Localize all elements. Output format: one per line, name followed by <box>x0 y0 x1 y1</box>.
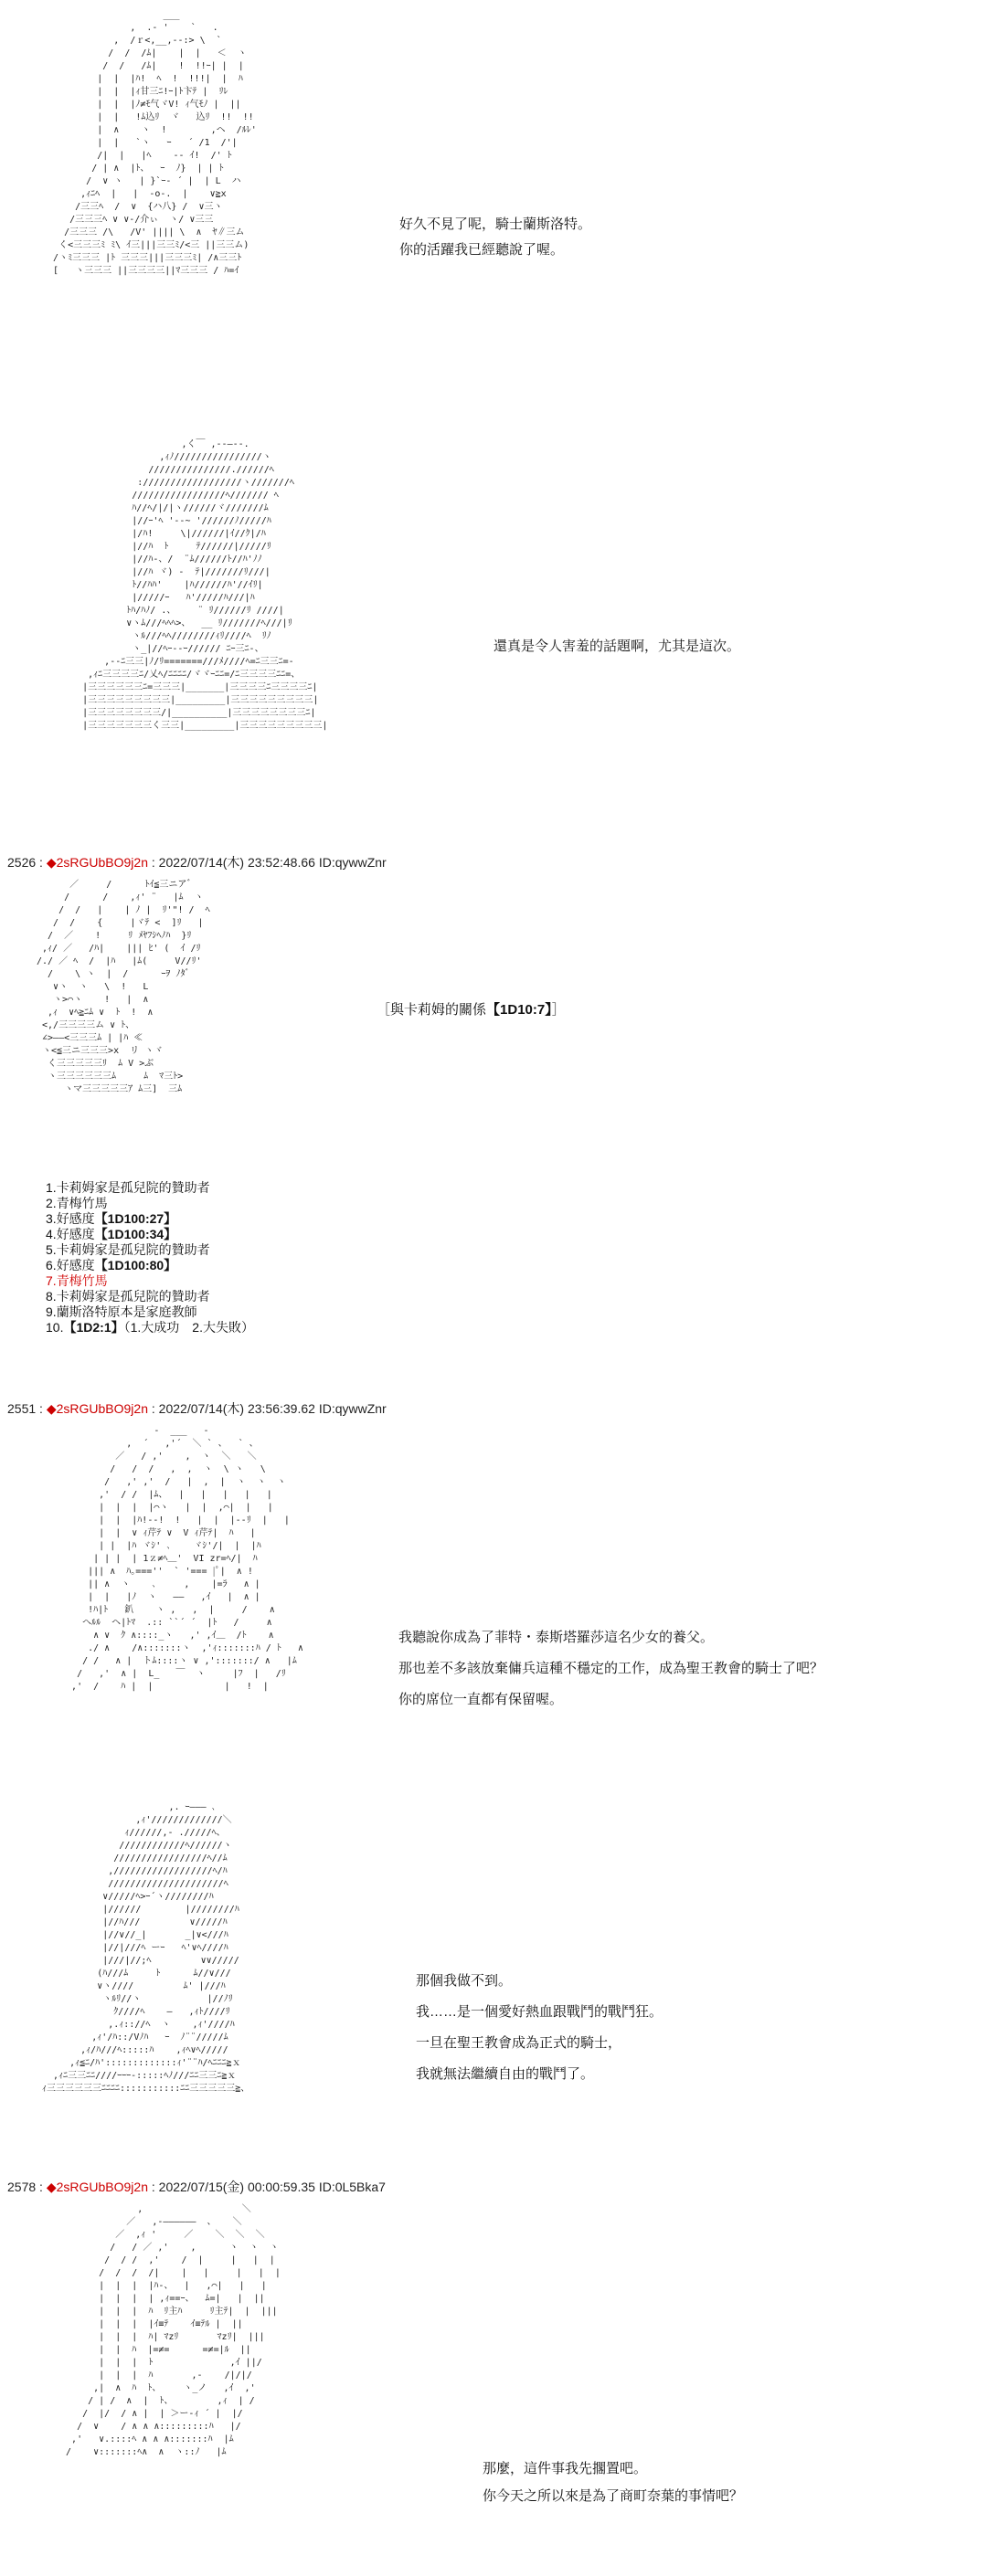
trip-diamond-icon: ◆ <box>46 855 57 870</box>
post-number[interactable]: 2526 <box>7 855 37 870</box>
post-datetime: 2022/07/15(金) 00:00:59.35 <box>158 2180 315 2194</box>
post-trip: 2sRGUbBO9j2n <box>56 2180 148 2194</box>
post-id[interactable]: ID:0L5Bka7 <box>318 2180 386 2194</box>
post-id[interactable]: ID:qywwZnr <box>318 1401 387 1416</box>
post-header: 2578 : ◆2sRGUbBO9j2n : 2022/07/15(金) 00:00:59.35 ID:0L5Bka7 <box>7 2180 386 2194</box>
post-trip: 2sRGUbBO9j2n <box>56 1401 148 1416</box>
dialog-line: 那麼，這件事我先擱置吧。 <box>483 2461 648 2476</box>
relationship-title <box>377 999 566 1019</box>
relationship-title-text: ［與卡莉姆的關係 <box>377 1002 487 1018</box>
list-item: 2.青梅竹馬 <box>46 1196 108 1210</box>
dialog-block <box>494 638 740 656</box>
post-trip: 2sRGUbBO9j2n <box>56 855 148 870</box>
dialog-line: 那也差不多該放棄傭兵這種不穩定的工作，成為聖王教會的騎士了吧？ <box>398 1661 824 1676</box>
dialog-line: 我聽說你成為了菲特・泰斯塔羅莎這名少女的養父。 <box>398 1630 715 1645</box>
post-datetime: 2022/07/14(木) 23:52:48.66 <box>158 855 315 870</box>
list-item: 5.卡莉姆家是孤兒院的贊助者 <box>46 1242 210 1257</box>
dialog-line: 好久不見了呢，騎士蘭斯洛特。 <box>399 216 592 232</box>
ascii-art-character: ,く￣ ,--―--. ,ｨﾉ////////////////ヽ ///////////////.//////ﾍ ://////////////////ヽ///////ﾍ /////////////////ﾍ/////// ﾍ ﾊ//ﾍ/|/|ヽ//////ヾ///////ﾑ |//ｰ'ﾍ '--~ '//////ﾉ/////ﾊ |/ﾊ! \|//////|ｲ//ｸ|/ﾊ |//ﾊ ﾄ ﾃ//////|/////ﾘ |//ﾊ-、/ ¨ﾑ//////ﾄ//ﾊ'ﾉﾉ |//ﾊ ヾ) ‐ ﾃ|///////ﾘ///| ﾄ//ﾊﾊ' |ﾊ//////ﾊ'//ｲﾘ| |/////ｰ ﾊ'/////ﾊ///|ﾊ ﾄﾊ/ﾊﾉ/ .、 ¨ ﾘ//////ﾘ ////| ∨ヽﾑ///ﾍﾍﾍ>、 __ ﾘ///////ﾍ///|ﾘ ヽﾙ///ﾍﾍ////////ｨﾘ////ﾍ ﾘﾉ ヽ_|//ﾍｰ--ｰ////// ﾆｰ三ﾆ-、 ,--ﾆ三三|ﾉ/ﾘ=======///ﾒ////ﾍ=ﾆ三三ﾆ=- ,ｨﾆ三三三三ﾆ/乂ﾍ/ﾆﾆﾆﾆ/ヾヾｰﾆﾆ=/ﾆ三三三三ﾆﾆ=、 |三三三三三三ﾆ=三三三|_______|三三三三ﾆ三三三三ﾆ| |三三三三三三三三三|_________|三三三三三三三三三| |三三三三三三三三/|__________|三三三三三三三三ﾆ| |三三三三三三三く三三|_________|三三三三三三三三三| <box>82 439 328 731</box>
trip-diamond-icon: ◆ <box>46 2180 57 2194</box>
list-item: 1.卡莉姆家是孤兒院的贊助者 <box>46 1180 210 1195</box>
trip-diamond-icon: ◆ <box>46 1401 57 1416</box>
relationship-title-close: ］ <box>551 1002 566 1018</box>
ascii-art-character: ／ / ﾄｲ≦三ニア゛ / / ,ｨ' ¨ |ﾑ ヽ / / | | ﾉ | ﾘ'"! / ﾍ / / { |ヾﾃ < ]ﾘ | / ／ ! ﾘ ﾒﾔﾌｼﾍﾉﾊ }ﾘ ,ｨ/ ／ /ﾊ| ||| ﾋ' ( ｲ /ﾘ /./ ／ ﾍ / |ﾊ |ﾑ( V//ﾘ' / \ ヽ | / ｰｦ ﾉﾀﾞ ∨ヽ ヽ \ ! L ヽ>⌒ヽ ! | ∧ ,ｨ ∨ﾍ≧ﾆﾑ ∨ ﾄ ! ∧ <,/三三三三ム ∨ ﾄ、 ∠>――<三三三ﾑ | |ﾊ ≪ ヽ<≦三ニ三三三>x リ ヽヾ く三三三三三ﾘ ﾑ V >ぶ ヽ三三三三三三ﾑ ﾑ ﾏ三ﾄ> ヽマ三三三三三ｱ ﾑ三] 三ﾑ <box>37 880 210 1094</box>
dialog-line: 你今天之所以來是為了商町奈葉的事情吧？ <box>483 2488 744 2504</box>
ascii-art-character: , ＼ ／ ,-―――――― 、 ＼ ／ ,ｨ ' ／ ＼ ＼ ＼ / / ／ ,' , ヽ ヽ ヽ / / / ,' / | | | | / / / /| | | | | | | | | |ﾊ-、 | ,⌒| | | | | | | ,ｨ==ｰ、 ﾑ=| | || | | | ﾊ ﾘ主ﾊ ﾘ主ﾃ| | ||| | | | |ｲ≡ﾃ ｲ≡ﾃﾙ | || | | | ﾊ| ﾏzﾘ ﾏzﾘ| ||| | | ﾊ |=≠= =≠=|ﾙ || | | | ﾄ ,ｲ ||/ | | | ﾊ ,- /|/|/ ,| ∧ ﾊ ﾄ、 ヽ_ノ ,ｲ ,' / | / ∧ | ﾄ、 ,ｨ | / / |/ / ∧ | | ＞ー-ｨ ´ | |/ / ∨ / ∧ ∧ ∧:::::::::ﾊ |/ ,' ∨.::::ﾍ ∧ ∧ ∧:::::::ﾊ |ﾑ / ∨:::::::ﾍ∧ ∧ ヽ::ﾉ |ﾑ <box>66 2204 281 2457</box>
dialog-line: 一旦在聖王教會成為正式的騎士， <box>416 2035 622 2051</box>
list-item: 8.卡莉姆家是孤兒院的贊助者 <box>46 1289 210 1304</box>
post-number[interactable]: 2578 <box>7 2180 37 2194</box>
ascii-art-character: ___ , .- ' ` . , /ｒ<,__,--:> \ ` / / /ﾑ| | | ＜ ヽ / / /ﾑ| ! !!ｰ| | | | | |ﾊ! ﾍ ! !!!| | ﾊ | | |ｨ甘三ﾆ!ｰ|ﾄ卞ﾃ | ﾘﾚ | | |ﾉ≠ﾓ气ヾV! ｨ气ﾓﾉ | || | | !ﾑ込ﾘ ヾ 込ﾘ !! !! | ∧ ヽ ! ,ヘ /ﾙﾚ' | | `ヽ ｰ ´ /1 /'| /| | |ﾍ -- ｲ! /' ﾄ / | ∧ |ﾄ、 ｰ ﾉ} | | ﾄ / ∨ ヽ | }`ｰ- ´ | | L ハ ,ｨﾆﾍ | | -o-. | ∨≧x /三三ﾍ / ∨ {ハ八} / ∨三ヽ /三三三ﾍ ∨ ∨-/介ぃ ヽ/ ∨三三 /三三三 /\ /V' |||| \ ∧ ﾔ∥三ム く<三三三ﾐ ﾐ\ ｲ三|||三三ﾐ/<三 ||三三ム) /ヽﾐ三三三 |ﾄ 三三三|||三三三ﾐ| /∧三三ﾄ [ ヽ三三三 ||三三三三||ﾏ三三三 / ﾊ=ｲ <box>53 10 257 276</box>
post-number[interactable]: 2551 <box>7 1401 37 1416</box>
dialog-line: 你的活躍我已經聽說了喔。 <box>399 242 565 258</box>
dialog-line: 還真是令人害羞的話題啊，尤其是這次。 <box>494 639 741 654</box>
dialog-line: 你的席位一直都有保留喔。 <box>398 1692 564 1707</box>
ascii-art-character: ,. ｰ――― ､ ,ｨ'/////////////＼ ｨ//////,‐ ./////ﾍ、 ////////////ﾍ//////ヽ /////////////////ﾍ//ﾑ ,//////////////////ﾍ/ﾊ /////////////////////ﾍ ∨/////ﾍ>ｰ´ヽ////////ﾊ |////// |////////ﾊ |//ﾊ/// ∨/////ﾊ |//∨//_| _|∨<///ﾊ |//|///ﾍ ーｰ ﾍ'∨ﾍ////ﾊ |///|//;ﾍ ∨∨///// (ﾊ///ﾑ ﾄ ﾑ//∨/// ∨ヽ//// ﾑ' |///ﾊ ヽﾙﾘ//ヽ |//ﾉﾘ ｸ////ﾍ ― ,ｨﾄ////ﾘ ,.ｨ:://ﾍ ヽ ,ｨ'////ﾊ ,ｨ'/ﾊ::/Vﾉﾊ ｰ ﾉ¨¨/////ﾑ ,ｨ/ﾊ///ﾍ:::::ﾊ ,ｨﾍ∨ﾍ///// ,ｨ≦ﾆ/ﾊ':::::::::::::ｨ'¨¨ﾊ/ﾍﾆﾆﾆ≧ｘ ,ｨﾆ三三ﾆﾆ////ｰｰｰ-:::::ﾍﾉ///ﾆﾆ三三ﾆ≧ｘ ｨ三三三三三三ﾆﾆﾆﾆ:::::::::::ﾆﾆ三三三三三≧、 <box>42 1802 250 2094</box>
dialog-block <box>483 2455 743 2510</box>
dialog-block <box>399 212 591 263</box>
list-item: 9.蘭斯洛特原本是家庭教師 <box>46 1304 197 1319</box>
dice-result: 【1D10:7】 <box>486 1002 552 1018</box>
dialog-block <box>416 1966 663 2090</box>
list-item: 3.好感度【1D100:27】 <box>46 1211 177 1226</box>
post-id[interactable]: ID:qywwZnr <box>318 855 387 870</box>
dialog-block <box>398 1622 823 1716</box>
dialog-line: 那個我做不到。 <box>416 1973 513 1989</box>
list-item-selected: 7.青梅竹馬 <box>46 1273 108 1288</box>
post-header: 2526 : ◆2sRGUbBO9j2n : 2022/07/14(木) 23:52:48.66 ID:qywwZnr <box>7 855 387 870</box>
ascii-art-character: - ___ - , ´ ,'´ ＼ ` 、 ` 、 ／ / ,' , ヽ ＼ ＼ / / / , , ヽ \ ヽ \ / ,' ,' / | , | ヽ ヽ ヽ ,' / / |ﾑ、 | | | | | | | | |⌒ヽ | | ,⌒| | | | | |ﾊ!--! ! | | |--ﾘ | | | | ∨ ｨ芹ﾃ ∨ V ｨ芹ﾃ| ﾊ | | | |ﾊ ヾｼ' ､ ヾｼ'/| | |ﾊ | | | | 1ｚ≠ﾍ＿' VI zr=ﾍ/| ﾊ ||| ∧ ﾊ｡==='' ` '=== |ﾟ| ∧ ! || ∧ ヽ ､ , |=ﾗ ∧ | | | |ﾉ ヽ ―― ,ｲ | ∧ | !ﾊ|ﾄ 釟 ヽ , , | / ∧ へﾙﾙ ヘ|ﾄﾏ .:: ``´ ´ |ﾄ / ∧ ∧ ∨ ｸ ∧::::_ヽ ,' ,ｲ＿ /ﾄ ∧ ./ ∧ /∧:::::::ヽ ,'ｨ:::::::ﾊ / ﾄ ∧ / / ∧ | トﾑ::::ヽ ∨ ,':::::::/ ∧ |ﾑ / ,' ∧ | L_ ￣ ヽ |ﾌ | /ﾘ ,' / ﾊ | | | ! | <box>71 1426 303 1692</box>
list-item: 4.好感度【1D100:34】 <box>46 1227 177 1241</box>
post-datetime: 2022/07/14(木) 23:56:39.62 <box>158 1401 315 1416</box>
options-list <box>46 1180 254 1336</box>
list-item: 10.【1D2:1】（1.大成功 2.大失敗） <box>46 1320 254 1335</box>
post-header: 2551 : ◆2sRGUbBO9j2n : 2022/07/14(木) 23:56:39.62 ID:qywwZnr <box>7 1401 387 1416</box>
dialog-line: 我……是一個愛好熱血跟戰鬥的戰鬥狂。 <box>416 2004 663 2020</box>
list-item: 6.好感度【1D100:80】 <box>46 1258 177 1272</box>
dialog-line: 我就無法繼續自由的戰鬥了。 <box>416 2066 595 2082</box>
